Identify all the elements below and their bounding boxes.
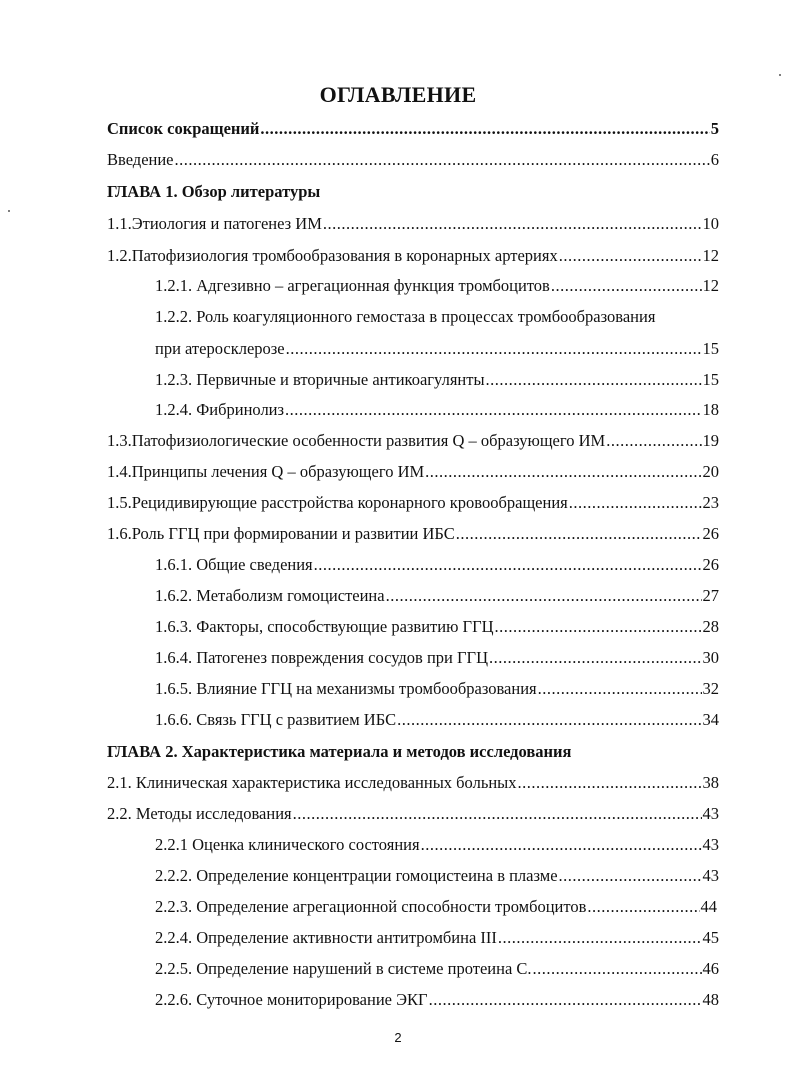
page-number: 2 bbox=[394, 1030, 402, 1045]
toc-entry-number: 1.4. bbox=[107, 462, 132, 481]
toc-leader-dots bbox=[486, 368, 702, 392]
toc-entry-introduction bbox=[107, 148, 719, 172]
toc-entry-1-2-4 bbox=[155, 398, 719, 422]
toc-entry-label: 2.2.2. Определение концентрации гомоцистеина в плазме bbox=[155, 866, 558, 885]
toc-leader-dots bbox=[587, 895, 699, 919]
toc-entry-page: 15 bbox=[702, 339, 719, 358]
toc-entry-label: Рецидивирующие расстройства коронарного кровообращения bbox=[131, 493, 568, 512]
toc-leader-dots bbox=[495, 615, 702, 639]
toc-entry-2-2-2 bbox=[155, 864, 719, 888]
toc-entry-page: 26 bbox=[702, 524, 719, 543]
scan-speck bbox=[8, 210, 10, 212]
toc-entry-2-1 bbox=[107, 771, 719, 795]
toc-leader-dots bbox=[314, 553, 702, 577]
toc-entry-label: 2.2.6. Суточное мониторирование ЭКГ bbox=[155, 990, 428, 1009]
toc-leader-dots bbox=[538, 677, 702, 701]
toc-entry-2-2-5 bbox=[155, 957, 719, 981]
toc-entry-2-2-6 bbox=[155, 988, 719, 1012]
toc-entry-1-2-3 bbox=[155, 368, 719, 392]
toc-entry-page: 6 bbox=[710, 150, 719, 169]
toc-entry-number: 1.1. bbox=[107, 214, 132, 233]
toc-entry-2-2-3 bbox=[155, 895, 717, 919]
toc-entry-page: 5 bbox=[710, 119, 719, 138]
toc-entry-page: 43 bbox=[702, 835, 719, 854]
toc-entry-label: 1.6.2. Метаболизм гомоцистеина bbox=[155, 586, 385, 605]
toc-entry-1-6-1 bbox=[155, 553, 719, 577]
toc-entry-label: 2.2.4. Определение активности антитромбина III bbox=[155, 928, 497, 947]
toc-leader-dots bbox=[260, 117, 709, 141]
toc-entry-1-3 bbox=[107, 429, 719, 453]
toc-entry-1-6 bbox=[107, 522, 719, 546]
toc-leader-dots bbox=[386, 584, 702, 608]
toc-entry-page: 10 bbox=[702, 214, 719, 233]
toc-entry-1-5 bbox=[107, 491, 719, 515]
toc-entry-page: 48 bbox=[702, 990, 719, 1009]
toc-entry-label: Принципы лечения Q – образующего ИМ bbox=[131, 462, 425, 481]
toc-entry-number: 1.5. bbox=[107, 493, 132, 512]
toc-entry-label: при атеросклерозе bbox=[155, 339, 285, 358]
toc-entry-page: 44 bbox=[700, 897, 717, 916]
toc-entry-1-2-1 bbox=[155, 274, 719, 298]
toc-leader-dots bbox=[397, 708, 701, 732]
toc-leader-dots bbox=[425, 460, 701, 484]
toc-entry-1-6-3 bbox=[155, 615, 719, 639]
toc-entry-label: Роль ГГЦ при формировании и развитии ИБС bbox=[131, 524, 455, 543]
toc-entry-page: 34 bbox=[702, 710, 719, 729]
toc-leader-dots bbox=[175, 148, 710, 172]
toc-entry-label: 1.6.4. Патогенез повреждения сосудов при ГГЦ bbox=[155, 648, 489, 667]
toc-entry-page: 45 bbox=[702, 928, 719, 947]
toc-entry-label: Патофизиология тромбообразования в коронарных артериях bbox=[131, 246, 558, 265]
toc-entry-2-2-4 bbox=[155, 926, 719, 950]
toc-entry-page: 15 bbox=[702, 370, 719, 389]
toc-leader-dots bbox=[421, 833, 702, 857]
toc-entry-page: 18 bbox=[702, 400, 719, 419]
toc-entry-label: 2.2. Методы исследования bbox=[107, 804, 292, 823]
toc-entry-1-2 bbox=[107, 244, 719, 268]
toc-entry-1-2-2-line2 bbox=[155, 337, 719, 361]
toc-entry-label: 1.2.4. Фибринолиз bbox=[155, 400, 285, 419]
toc-entry-1-2-2-line1: 1.2.2. Роль коагуляционного гемостаза в процессах тромбообразования bbox=[155, 307, 656, 326]
toc-leader-dots bbox=[559, 864, 702, 888]
toc-entry-page: 30 bbox=[702, 648, 719, 667]
toc-leader-dots bbox=[489, 646, 701, 670]
toc-entry-label: 1.6.5. Влияние ГГЦ на механизмы тромбообразования bbox=[155, 679, 537, 698]
toc-entry-page: 12 bbox=[702, 276, 719, 295]
toc-entry-label: 2.2.5. Определение нарушений в системе протеина С. bbox=[155, 959, 532, 978]
toc-entry-page: 26 bbox=[702, 555, 719, 574]
toc-leader-dots bbox=[456, 522, 702, 546]
toc-entry-label: 2.2.3. Определение агрегационной способности тромбоцитов bbox=[155, 897, 587, 916]
toc-entry-page: 20 bbox=[702, 462, 719, 481]
toc-entry-label: Введение bbox=[107, 150, 174, 169]
toc-entry-label: 2.2.1 Оценка клинического состояния bbox=[155, 835, 420, 854]
toc-entry-abbreviations bbox=[107, 117, 719, 141]
scan-speck bbox=[779, 74, 781, 76]
toc-entry-page: 23 bbox=[702, 493, 719, 512]
toc-entry-label: Патофизиологические особенности развития Q – образующего ИМ bbox=[131, 431, 606, 450]
toc-leader-dots bbox=[559, 244, 702, 268]
chapter-2-heading: ГЛАВА 2. Характеристика материала и методов исследования bbox=[107, 742, 572, 761]
toc-entry-number: 1.3. bbox=[107, 431, 132, 450]
toc-entry-1-4 bbox=[107, 460, 719, 484]
toc-entry-1-6-6 bbox=[155, 708, 719, 732]
toc-entry-number: 1.2. bbox=[107, 246, 132, 265]
toc-entry-page: 12 bbox=[702, 246, 719, 265]
toc-leader-dots bbox=[293, 802, 702, 826]
toc-entry-page: 32 bbox=[702, 679, 719, 698]
chapter-1-heading: ГЛАВА 1. Обзор литературы bbox=[107, 182, 321, 201]
toc-leader-dots bbox=[533, 957, 702, 981]
toc-entry-2-2-1 bbox=[155, 833, 719, 857]
toc-entry-1-6-5 bbox=[155, 677, 719, 701]
toc-entry-1-6-2 bbox=[155, 584, 719, 608]
toc-entry-page: 38 bbox=[702, 773, 719, 792]
toc-entry-1-1 bbox=[107, 212, 719, 236]
toc-entry-page: 43 bbox=[702, 866, 719, 885]
toc-entry-label: 1.6.3. Факторы, способствующие развитию ГГЦ bbox=[155, 617, 494, 636]
toc-entry-label: 2.1. Клиническая характеристика исследованных больных bbox=[107, 773, 517, 792]
toc-entry-2-2 bbox=[107, 802, 719, 826]
toc-entry-page: 27 bbox=[702, 586, 719, 605]
toc-entry-1-6-4 bbox=[155, 646, 719, 670]
toc-leader-dots bbox=[323, 212, 702, 236]
toc-entry-page: 28 bbox=[702, 617, 719, 636]
toc-leader-dots bbox=[606, 429, 701, 453]
toc-entry-label: 1.6.1. Общие сведения bbox=[155, 555, 313, 574]
toc-entry-label: 1.2.3. Первичные и вторичные антикоагулянты bbox=[155, 370, 485, 389]
toc-leader-dots bbox=[285, 398, 701, 422]
toc-entry-page: 19 bbox=[702, 431, 719, 450]
toc-entry-label: 1.6.6. Связь ГГЦ с развитием ИБС bbox=[155, 710, 397, 729]
toc-entry-label: 1.2.1. Адгезивно – агрегационная функция тромбоцитов bbox=[155, 276, 550, 295]
toc-leader-dots bbox=[518, 771, 702, 795]
toc-leader-dots bbox=[569, 491, 702, 515]
toc-entry-number: 1.6. bbox=[107, 524, 132, 543]
toc-entry-label: Список сокращений bbox=[107, 119, 260, 138]
toc-leader-dots bbox=[286, 337, 702, 361]
page-title: ОГЛАВЛЕНИЕ bbox=[319, 82, 477, 107]
toc-entry-label: Этиология и патогенез ИМ bbox=[131, 214, 322, 233]
toc-entry-page: 43 bbox=[702, 804, 719, 823]
toc-leader-dots bbox=[551, 274, 702, 298]
toc-leader-dots bbox=[429, 988, 702, 1012]
toc-entry-page: 46 bbox=[702, 959, 719, 978]
toc-leader-dots bbox=[498, 926, 702, 950]
